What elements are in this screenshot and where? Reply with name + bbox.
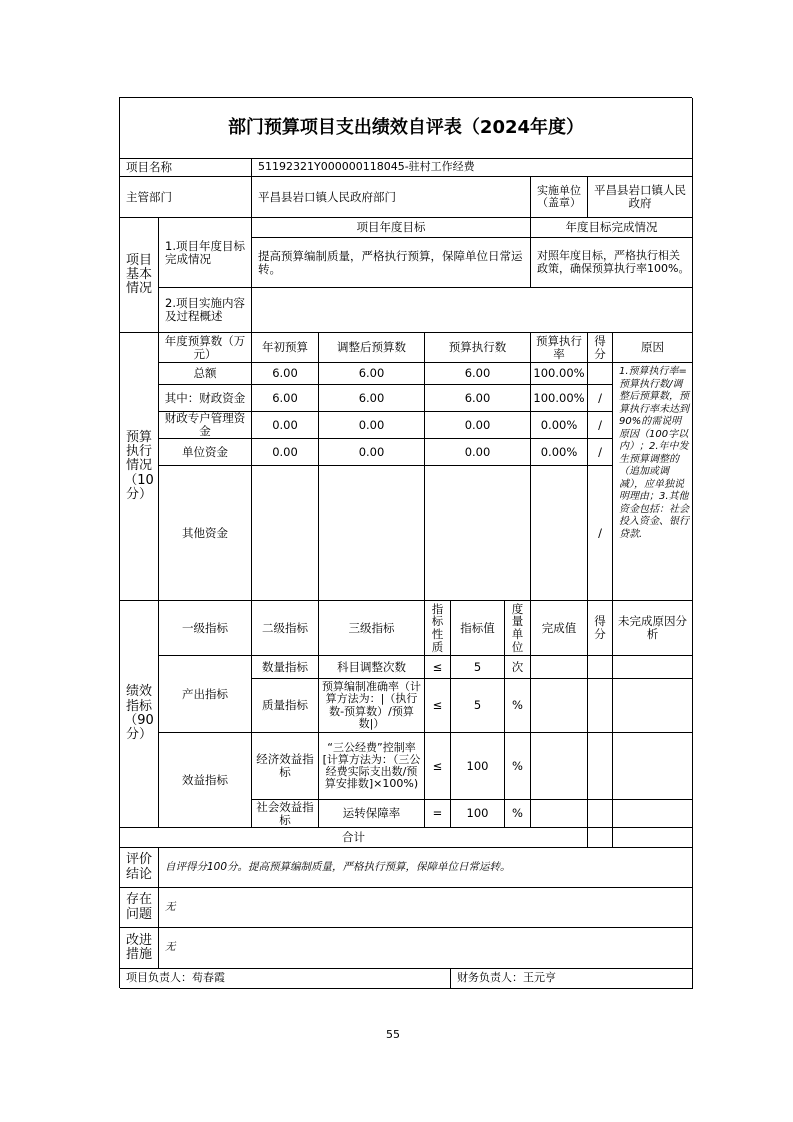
budget-row-name: 其中：财政资金: [159, 385, 252, 412]
perf-nature: ≤: [425, 656, 451, 679]
completion-text: 对照年度目标，严格执行相关政策，确保预算执行率100%。: [531, 238, 693, 288]
perf-header: 指标值: [451, 601, 505, 656]
perf-value: 5: [451, 656, 505, 679]
perf-actual: [531, 800, 588, 828]
budget-executed: 6.00: [425, 363, 531, 385]
perf-level2: 经济效益指标: [252, 733, 319, 800]
perf-reason: [613, 800, 693, 828]
budget-adjusted: [319, 466, 425, 601]
perf-score: [588, 656, 613, 679]
table-title: 部门预算项目支出绩效自评表（2024年度）: [120, 98, 693, 159]
problems-label: 存在问题: [120, 888, 159, 928]
impl-label: 实施单位（盖章）: [531, 177, 588, 218]
budget-header: 得分: [588, 333, 613, 363]
perf-header: 完成值: [531, 601, 588, 656]
perf-level2: 质量指标: [252, 679, 319, 733]
process-value: [252, 288, 693, 333]
perf-unit: 次: [505, 656, 531, 679]
perf-nature: =: [425, 800, 451, 828]
measures-label: 改进措施: [120, 928, 159, 969]
budget-initial: 0.00: [252, 439, 319, 466]
budget-header: 预算执行率: [531, 333, 588, 363]
problems-text: 无: [159, 888, 693, 928]
finance-lead: 财务负责人：王元亨: [451, 969, 693, 989]
budget-adjusted: 6.00: [319, 363, 425, 385]
budget-adjusted: 0.00: [319, 412, 425, 439]
completion-header: 年度目标完成情况: [531, 218, 693, 238]
dept-value: 平昌县岩口镇人民政府部门: [252, 177, 531, 218]
perf-level3: 运转保障率: [319, 800, 425, 828]
budget-adjusted: 0.00: [319, 439, 425, 466]
perf-reason: [613, 679, 693, 733]
perf-unit: %: [505, 679, 531, 733]
perf-header: 指标性质: [425, 601, 451, 656]
budget-initial: [252, 466, 319, 601]
budget-header: 年初预算: [252, 333, 319, 363]
perf-actual: [531, 679, 588, 733]
dept-label: 主管部门: [120, 177, 252, 218]
perf-level1: 效益指标: [159, 733, 252, 828]
budget-header: 调整后预算数: [319, 333, 425, 363]
perf-reason: [613, 733, 693, 800]
perf-actual: [531, 656, 588, 679]
budget-adjusted: 6.00: [319, 385, 425, 412]
perf-header: 未完成原因分析: [613, 601, 693, 656]
budget-rate: 100.00%: [531, 363, 588, 385]
perf-section-label: 绩效指标（90分）: [120, 601, 159, 828]
budget-initial: 0.00: [252, 412, 319, 439]
perf-score: [588, 733, 613, 800]
budget-executed: 0.00: [425, 412, 531, 439]
perf-value: 5: [451, 679, 505, 733]
budget-header: 原因: [613, 333, 693, 363]
perf-unit: %: [505, 733, 531, 800]
budget-initial: 6.00: [252, 363, 319, 385]
budget-row-name: 其他资金: [159, 466, 252, 601]
budget-score: /: [588, 439, 613, 466]
budget-score: [588, 363, 613, 385]
budget-rate: [531, 466, 588, 601]
budget-header: 预算执行数: [425, 333, 531, 363]
perf-nature: ≤: [425, 733, 451, 800]
total-reason: [613, 828, 693, 848]
goal-header: 项目年度目标: [252, 218, 531, 238]
budget-score: /: [588, 466, 613, 601]
budget-score: /: [588, 412, 613, 439]
perf-level3: 科目调整次数: [319, 656, 425, 679]
budget-rate: 100.00%: [531, 385, 588, 412]
total-label: 合计: [120, 828, 588, 848]
budget-row-name: 财政专户管理资金: [159, 412, 252, 439]
perf-level2: 社会效益指标: [252, 800, 319, 828]
project-name-value: 51192321Y000000118045-驻村工作经费: [252, 159, 693, 177]
goal-text: 提高预算编制质量，严格执行预算，保障单位日常运转。: [252, 238, 531, 288]
budget-score: /: [588, 385, 613, 412]
perf-level2: 数量指标: [252, 656, 319, 679]
impl-value: 平昌县岩口镇人民政府: [588, 177, 693, 218]
budget-executed: 0.00: [425, 439, 531, 466]
budget-row-name: 总额: [159, 363, 252, 385]
budget-row-name: 单位资金: [159, 439, 252, 466]
perf-value: 100: [451, 733, 505, 800]
budget-executed: 6.00: [425, 385, 531, 412]
measures-text: 无: [159, 928, 693, 969]
basic-section-label: 项目基本情况: [120, 218, 159, 333]
self-evaluation-table: [119, 97, 692, 988]
perf-score: [588, 800, 613, 828]
perf-header: 一级指标: [159, 601, 252, 656]
perf-actual: [531, 733, 588, 800]
conclusion-label: 评价结论: [120, 848, 159, 888]
process-label: 2.项目实施内容及过程概述: [159, 288, 252, 333]
perf-unit: %: [505, 800, 531, 828]
perf-header: 三级指标: [319, 601, 425, 656]
perf-score: [588, 679, 613, 733]
perf-reason: [613, 656, 693, 679]
project-name-label: 项目名称: [120, 159, 252, 177]
perf-nature: ≤: [425, 679, 451, 733]
total-score: [588, 828, 613, 848]
budget-section-label: 预算执行情况（10分）: [120, 333, 159, 601]
budget-executed: [425, 466, 531, 601]
budget-initial: 6.00: [252, 385, 319, 412]
budget-header: 年度预算数（万元）: [159, 333, 252, 363]
conclusion-text: 自评得分100分。提高预算编制质量，严格执行预算，保障单位日常运转。: [159, 848, 693, 888]
perf-value: 100: [451, 800, 505, 828]
perf-header: 二级指标: [252, 601, 319, 656]
perf-level1: 产出指标: [159, 656, 252, 733]
budget-rate: 0.00%: [531, 412, 588, 439]
perf-level3: 预算编制准确率（计算方法为：|（执行数-预算数）/预算数|）: [319, 679, 425, 733]
budget-reason-note: 1.预算执行率=预算执行数/调整后预算数，预算执行率未达到90%的需说明原因（100字以内）；2.年中发生预算调整的（追加或调减），应单独说明理由；3.其他资金包括：社会投入资金、银行贷款.: [613, 363, 693, 601]
project-lead: 项目负责人：苟春霞: [120, 969, 451, 989]
perf-header: 得分: [588, 601, 613, 656]
perf-level3: “三公经费”控制率[计算方法为：（三公经费实际支出数/预算安排数]×100%): [319, 733, 425, 800]
page-number: 55: [386, 1028, 400, 1041]
perf-header: 度量单位: [505, 601, 531, 656]
goal-row-label: 1.项目年度目标完成情况: [159, 218, 252, 288]
budget-rate: 0.00%: [531, 439, 588, 466]
